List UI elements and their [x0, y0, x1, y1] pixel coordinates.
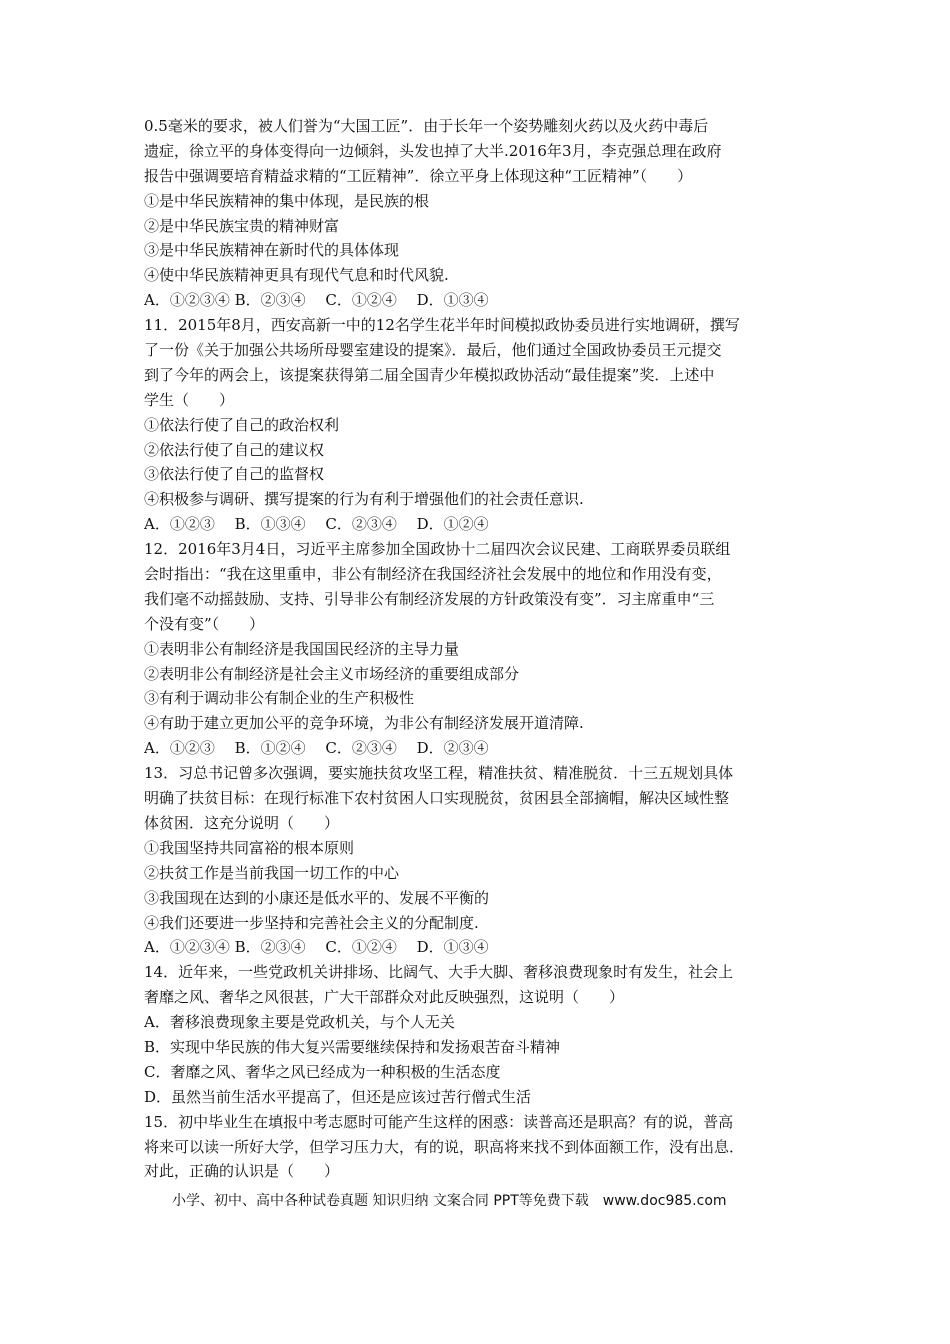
- text-line: ②依法行使了自己的建议权: [144, 440, 325, 459]
- text-line: 15．初中毕业生在填报中考志愿时可能产生这样的困惑：读普高还是职高？有的说，普高: [144, 1112, 734, 1131]
- text-line: 到了今年的两会上，该提案获得第二届全国青少年模拟政协活动“最佳提案”奖．上述中: [144, 365, 715, 384]
- text-line: 学生（ ）: [144, 390, 235, 409]
- text-line: ④有助于建立更加公平的竞争环境，为非公有制经济发展开道清障.: [144, 714, 584, 733]
- text-line: C．奢靡之风、奢华之风已经成为一种积极的生活态度: [144, 1062, 501, 1081]
- document-body: [144, 114, 824, 1184]
- text-line: ③有利于调动非公有制企业的生产积极性: [144, 689, 415, 708]
- text-line: 11．2015年8月，西安高新一中的12名学生花半年时间模拟政协委员进行实地调研，撰写: [144, 316, 740, 335]
- text-line: ③依法行使了自己的监督权: [144, 465, 325, 484]
- text-line: 遗症，徐立平的身体变得向一边倾斜，头发也掉了大半.2016年3月，李克强总理在政府: [144, 141, 722, 160]
- text-line: A．①②③ B．①③④ C．②③④ D．①②④: [144, 515, 489, 534]
- text-line: ①是中华民族精神的集中体现，是民族的根: [144, 191, 430, 210]
- text-line: 报告中强调要培育精益求精的“工匠精神”．徐立平身上体现这种“工匠精神”（ ）: [144, 166, 693, 185]
- text-line: 了一份《关于加强公共场所母婴室建设的提案》．最后，他们通过全国政协委员王元提交: [144, 341, 722, 360]
- text-line: 体贫困．这充分说明（ ）: [144, 813, 340, 832]
- text-line: ②是中华民族宝贵的精神财富: [144, 216, 340, 235]
- text-line: A．①②③④ B．②③④ C．①②④ D．①③④: [144, 291, 489, 310]
- text-line: A．奢移浪费现象主要是党政机关，与个人无关: [144, 1013, 455, 1032]
- text-line: A．①②③④ B．②③④ C．①②④ D．①③④: [144, 938, 489, 957]
- text-line: 将来可以读一所好大学，但学习压力大，有的说，职高将来找不到体面额工作，没有出息．: [144, 1137, 745, 1156]
- text-line: 0.5毫米的要求，被人们誉为“大国工匠”．由于长年一个姿势雕刻火药以及火药中毒后: [144, 117, 709, 135]
- text-line: ④我们还要进一步坚持和完善社会主义的分配制度.: [144, 913, 479, 932]
- text-line: B．实现中华民族的伟大复兴需要继续保持和发扬艰苦奋斗精神: [144, 1037, 561, 1056]
- text-line: 明确了扶贫目标：在现行标准下农村贫困人口实现脱贫，贫困县全部摘帽，解决区域性整: [144, 789, 730, 808]
- text-line: ④使中华民族精神更具有现代气息和时代风貌.: [144, 266, 449, 285]
- text-line: 个没有变”（ ）: [144, 614, 265, 633]
- text-line: ④积极参与调研、撰写提案的行为有利于增强他们的社会责任意识.: [144, 490, 584, 509]
- text-line: ①我国坚持共同富裕的根本原则: [144, 838, 355, 857]
- text-line: ②表明非公有制经济是社会主义市场经济的重要组成部分: [144, 664, 520, 683]
- text-line: 14．近年来，一些党政机关讲排场、比阔气、大手大脚、奢移浪费现象时有发生，社会上: [144, 963, 734, 982]
- text-line: ③我国现在达到的小康还是低水平的、发展不平衡的: [144, 888, 490, 907]
- text-line: 13．习总书记曾多次强调，要实施扶贫攻坚工程，精准扶贫、精准脱贫．十三五规划具体: [144, 764, 734, 783]
- text-line: 奢靡之风、奢华之风很甚，广大干部群众对此反映强烈，这说明（ ）: [144, 988, 625, 1007]
- text-line: D．虽然当前生活水平提高了，但还是应该过苦行僧式生活: [144, 1087, 532, 1106]
- text-line: 对此，正确的认识是（ ）: [144, 1162, 340, 1181]
- text-line: 会时指出：“我在这里重申，非公有制经济在我国经济社会发展中的地位和作用没有变，: [144, 565, 722, 584]
- text-line: A．①②③ B．①②④ C．②③④ D．②③④: [144, 739, 489, 758]
- text-line: ②扶贫工作是当前我国一切工作的中心: [144, 863, 400, 882]
- text-line: 我们毫不动摇鼓励、支持、引导非公有制经济发展的方针政策没有变”．习主席重申“三: [144, 589, 715, 608]
- page-footer: 小学、初中、高中各种试卷真题 知识归纳 文案合同 PPT等免费下载 www.doc985.com: [172, 1193, 727, 1209]
- text-line: ③是中华民族精神在新时代的具体体现: [144, 241, 400, 260]
- text-line: 12．2016年3月4日，习近平主席参加全国政协十二届四次会议民建、工商联界委员联组: [144, 540, 731, 559]
- text-line: ①表明非公有制经济是我国国民经济的主导力量: [144, 639, 460, 658]
- text-line: ①依法行使了自己的政治权利: [144, 415, 340, 434]
